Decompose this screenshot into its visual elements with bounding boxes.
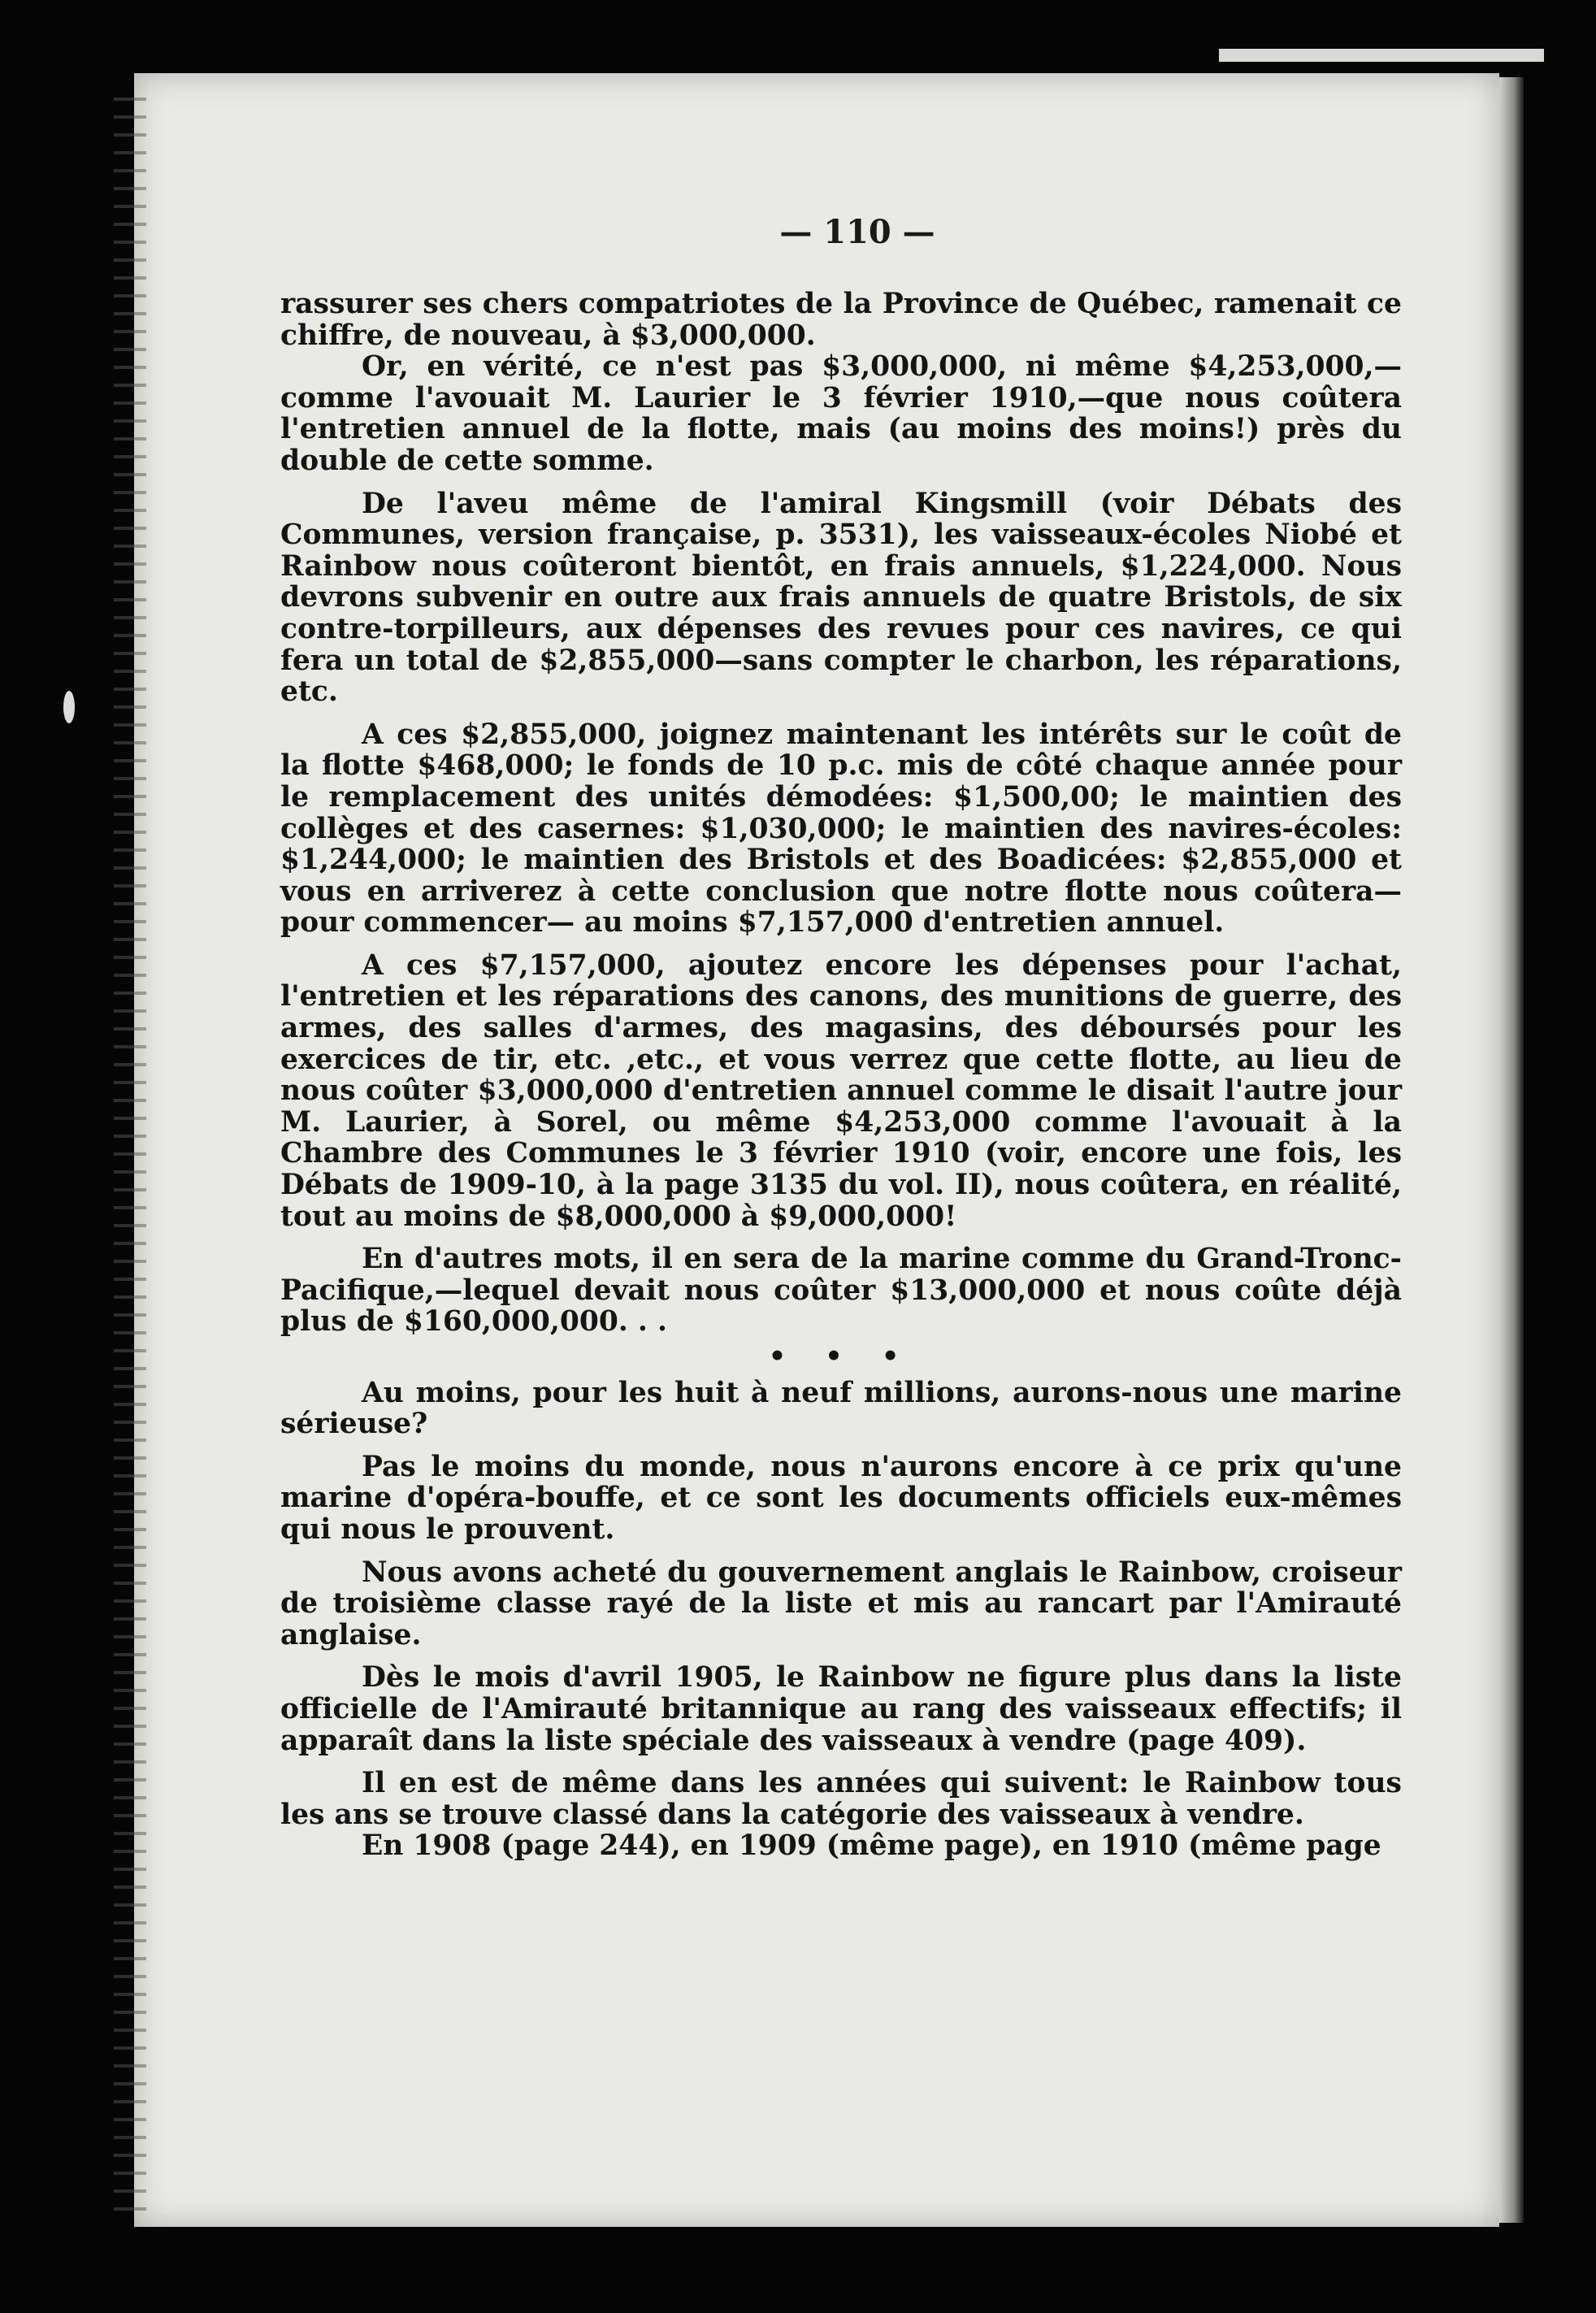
paragraph: A ces $7,157,000, ajoutez encore les dépenses pour l'achat, l'entretien et les réparations des canons, des munitions de guerre, des armes, des salles d'armes, des magasins, des déboursés pour les exercices de tir, etc. ,etc., et vous verrez que cette flotte, au lieu de nous coûter $3,000,000 d'entretien annuel comme le disait l'autre jour M. Laurier, à Sorel, ou même $4,253,000 comme l'avouait à la Chambre des Communes le 3 février 1910 (voir, encore une fois, les Débats de 1909-10, à la page 3135 du vol. II), nous coûtera, en réalité, tout au moins de $8,000,000 à $9,000,000! — [280, 948, 1402, 1233]
body-text — [280, 289, 1402, 1862]
separator-stars: • • • — [768, 1340, 914, 1373]
paragraph: A ces $2,855,000, joignez maintenant les intérêts sur le coût de la flotte $468,000; le fonds de 10 p.c. mis de côté chaque année pour le remplacement des unités démodées: $1,500,00; le maintien des collèges et des casernes: $1,030,000; le maintien des navires-écoles: $1,244,000; le maintien des Bristols et des Boadicées: $2,855,000 et vous en arriverez à cette conclusion que notre flotte nous coûtera—pour commencer— au moins $7,157,000 d'entretien annuel. — [280, 718, 1402, 940]
page-number: — 110 — — [779, 213, 935, 251]
paragraph: De l'aveu même de l'amiral Kingsmill (voir Débats des Communes, version française, p. 3531), les vaisseaux-écoles Niobé et Rainbow nous coûteront bientôt, en frais annuels, $1,224,000. Nous devrons subvenir en outre aux frais annuels de quatre Bristols, de six contre-torpilleurs, aux dépenses des revues pour ces navires, ce qui fera un total de $2,855,000—sans compter le charbon, les réparations, etc. — [280, 487, 1402, 709]
paragraph: Dès le mois d'avril 1905, le Rainbow ne figure plus dans la liste officielle de l'Amirauté britannique au rang des vaisseaux effectifs; il apparaît dans la liste spéciale des vaisseaux à vendre (page 409). — [280, 1661, 1402, 1757]
paragraph: Or, en vérité, ce n'est pas $3,000,000, ni même $4,253,000,—comme l'avouait M. Laurier le 3 février 1910,—que nous coûtera l'entretien annuel de la flotte, mais (au moins des moins!) près du double de cette somme. — [280, 350, 1402, 477]
binding-marks — [114, 98, 146, 2211]
paragraph: En d'autres mots, il en sera de la marine comme du Grand-Tronc-Pacifique,—lequel devait nous coûter $13,000,000 et nous coûte déjà plus de $160,000,000. . . — [280, 1243, 1402, 1339]
page-edge-right — [1499, 77, 1524, 2223]
paragraph: rassurer ses chers compatriotes de la Province de Québec, ramenait ce chiffre, de nouveau, à $3,000,000. — [280, 288, 1402, 352]
paragraph: En 1908 (page 244), en 1909 (même page), en 1910 (même page — [362, 1829, 1381, 1863]
paragraph: Il en est de même dans les années qui suivent: le Rainbow tous les ans se trouve classé dans la catégorie des vaisseaux à vendre. — [280, 1767, 1402, 1831]
paper-stain — [63, 691, 75, 723]
paragraph: Au moins, pour les huit à neuf millions, aurons-nous une marine sérieuse? — [280, 1376, 1402, 1441]
paragraph: Pas le moins du monde, nous n'aurons encore à ce prix qu'une marine d'opéra-bouffe, et ce sont les documents officiels eux-mêmes qui nous le prouvent. — [280, 1450, 1402, 1546]
section-separator — [280, 1341, 1402, 1373]
page-edge-top — [1219, 49, 1544, 62]
paragraph: Nous avons acheté du gouvernement anglais le Rainbow, croiseur de troisième classe rayé de la liste et mis au rancart par l'Amirauté anglaise. — [280, 1556, 1402, 1651]
